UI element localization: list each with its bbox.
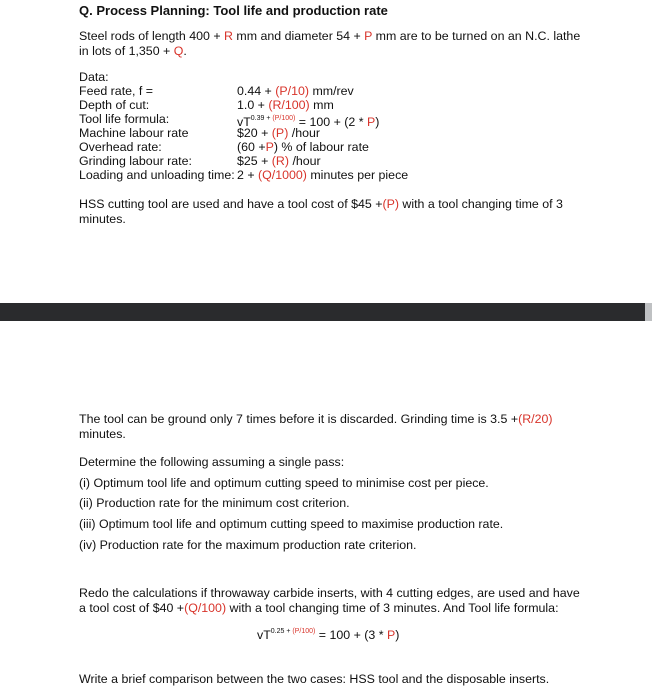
comparison-instruction: Write a brief comparison between the two cases: HSS tool and the disposable inserts. (79, 672, 550, 686)
question-item: (iii) Optimum tool life and optimum cutting speed to maximise production rate. (79, 517, 504, 531)
grinding-paragraph: The tool can be ground only 7 times before it is discarded. Grinding time is 3.5 +(R/20) minutes. (79, 412, 553, 441)
hss-paragraph: HSS cutting tool are used and have a tool cost of $45 +(P) with a tool changing time of 3 minutes. (79, 197, 563, 226)
question-item: (ii) Production rate for the minimum cost criterion. (79, 496, 350, 510)
page-divider-band (0, 303, 652, 321)
question-title: Q. Process Planning: Tool life and production rate (79, 3, 388, 18)
redo-paragraph: Redo the calculations if throwaway carbide inserts, with 4 cutting edges, are used and have a tool cost of $40 +(Q/100) with a tool changing time of 3 minutes. And Tool life formula: (79, 586, 580, 615)
carbide-tool-life-formula: $vT^{0.25 + (P/100)} = 100 + (3 * P)$ (257, 628, 400, 642)
question-item: (iv) Production rate for the maximum production rate criterion. (79, 538, 417, 552)
determine-heading: Determine the following assuming a single pass: (79, 455, 345, 469)
page-divider-tab (645, 303, 652, 321)
intro-paragraph: Steel rods of length 400 + R mm and diameter 54 + P mm are to be turned on an N.C. lathe in lots of 1,350 + Q. (79, 29, 581, 58)
question-item: (i) Optimum tool life and optimum cutting speed to minimise cost per piece. (79, 476, 489, 490)
